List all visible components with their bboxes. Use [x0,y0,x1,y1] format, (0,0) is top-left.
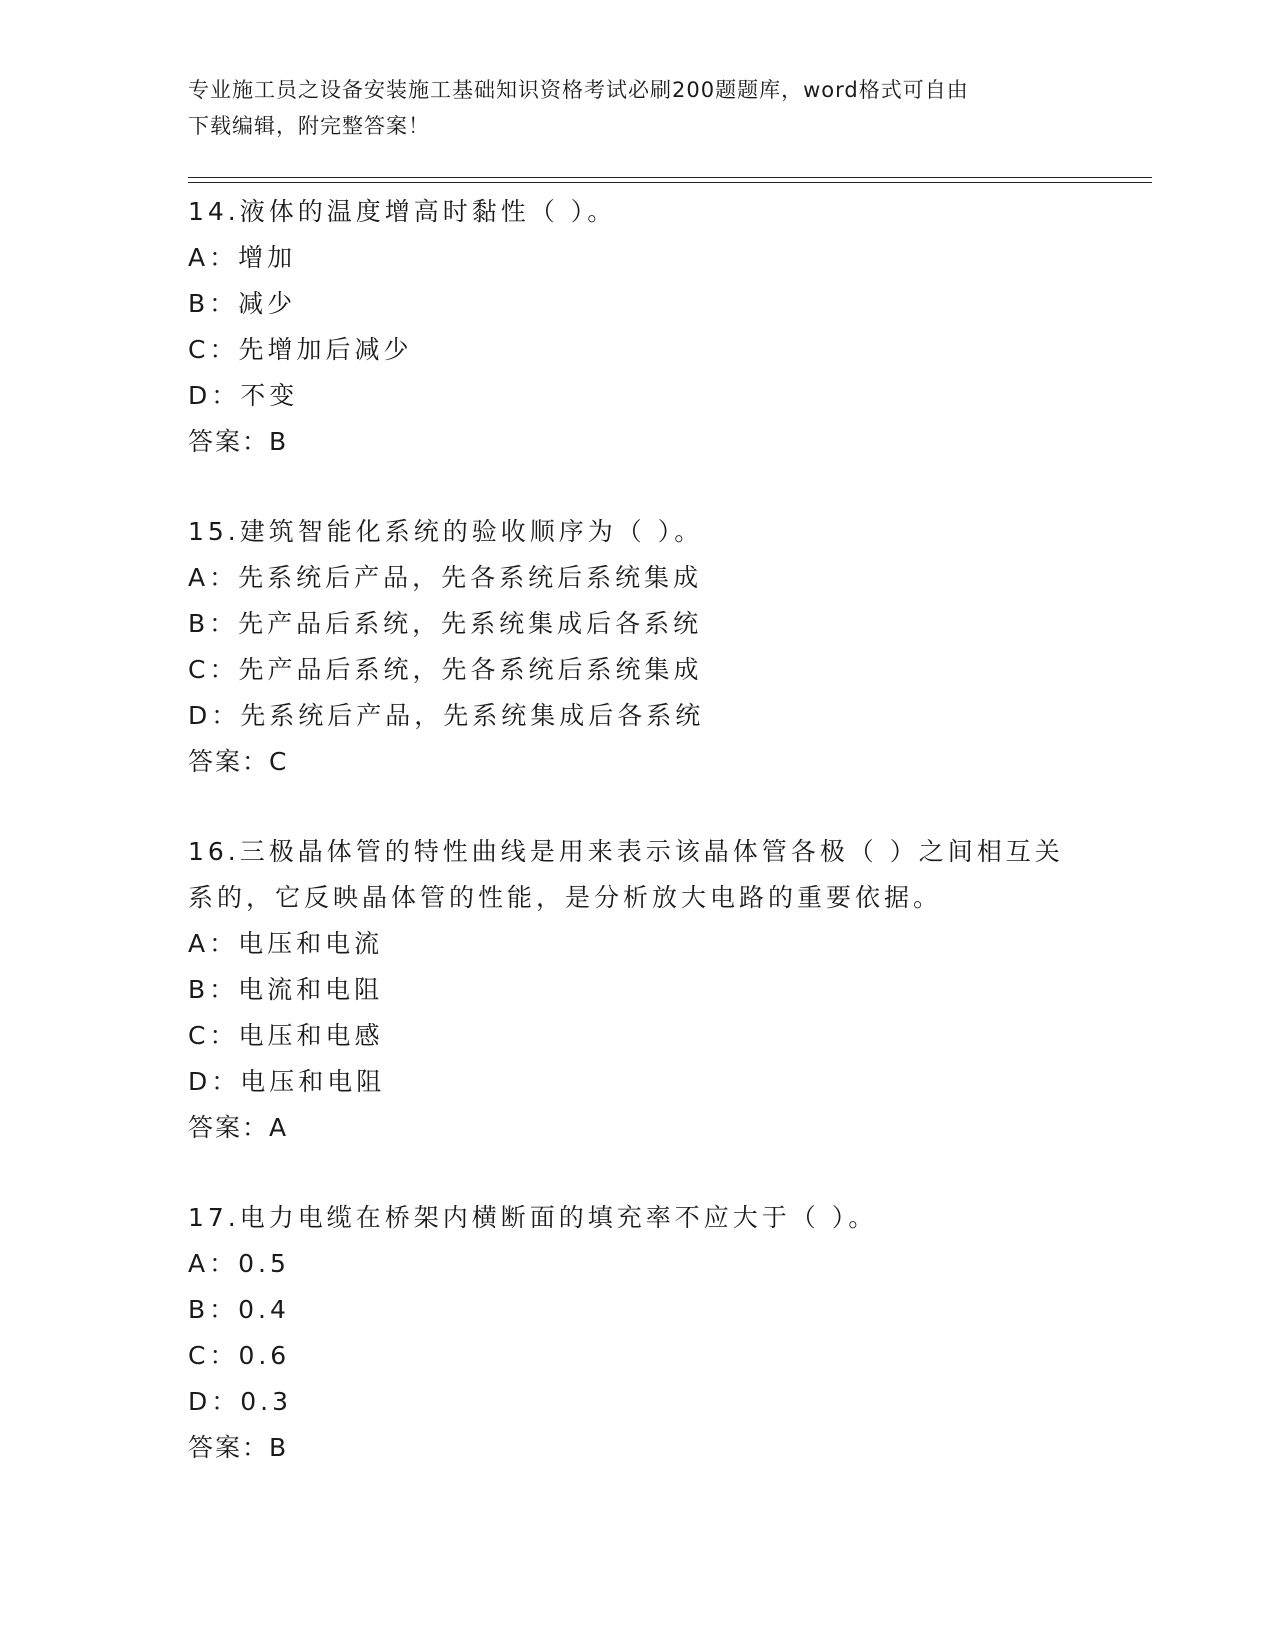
question-17 [188,1195,1088,1471]
option-c: C：先增加后减少 [188,335,413,364]
answer: 答案：B [188,427,289,456]
answer: 答案：B [188,1433,289,1462]
header-divider-bottom [188,182,1152,183]
option-b: B：减少 [188,289,297,318]
option-d: D：不变 [188,381,299,410]
option-d: D：电压和电阻 [188,1067,386,1096]
option-a: A：0.5 [188,1249,290,1278]
option-b: B：先产品后系统，先系统集成后各系统 [188,609,703,638]
option-c: C：0.6 [188,1341,291,1370]
header-line-1: 专业施工员之设备安装施工基础知识资格考试必刷200题题库，word格式可自由 [188,78,969,102]
option-c: C：先产品后系统，先各系统后系统集成 [188,655,703,684]
question-stem-line-1: 16.三极晶体管的特性曲线是用来表示该晶体管各极（ ）之间相互关 [188,837,1064,866]
question-stem-line-2: 系的，它反映晶体管的性能，是分析放大电路的重要依据。 [188,883,943,912]
option-b: B：电流和电阻 [188,975,384,1004]
question-stem: 14.液体的温度增高时黏性（ ）。 [188,197,617,226]
question-stem: 17.电力电缆在桥架内横断面的填充率不应大于（ ）。 [188,1203,878,1232]
answer: 答案：A [188,1113,289,1142]
question-stem: 15.建筑智能化系统的验收顺序为（ ）。 [188,517,704,546]
option-a: A：电压和电流 [188,929,384,958]
option-d: D：先系统后产品，先系统集成后各系统 [188,701,705,730]
question-15 [188,509,1088,785]
option-c: C：电压和电感 [188,1021,384,1050]
option-b: B：0.4 [188,1295,290,1324]
question-14 [188,189,1088,465]
question-16 [188,829,1088,1151]
header-line-2: 下载编辑，附完整答案！ [188,114,430,138]
document-header [188,72,1068,144]
option-a: A：增加 [188,243,297,272]
header-divider-top [188,177,1152,178]
option-d: D：0.3 [188,1387,293,1416]
option-a: A：先系统后产品，先各系统后系统集成 [188,563,703,592]
answer: 答案：C [188,747,289,776]
